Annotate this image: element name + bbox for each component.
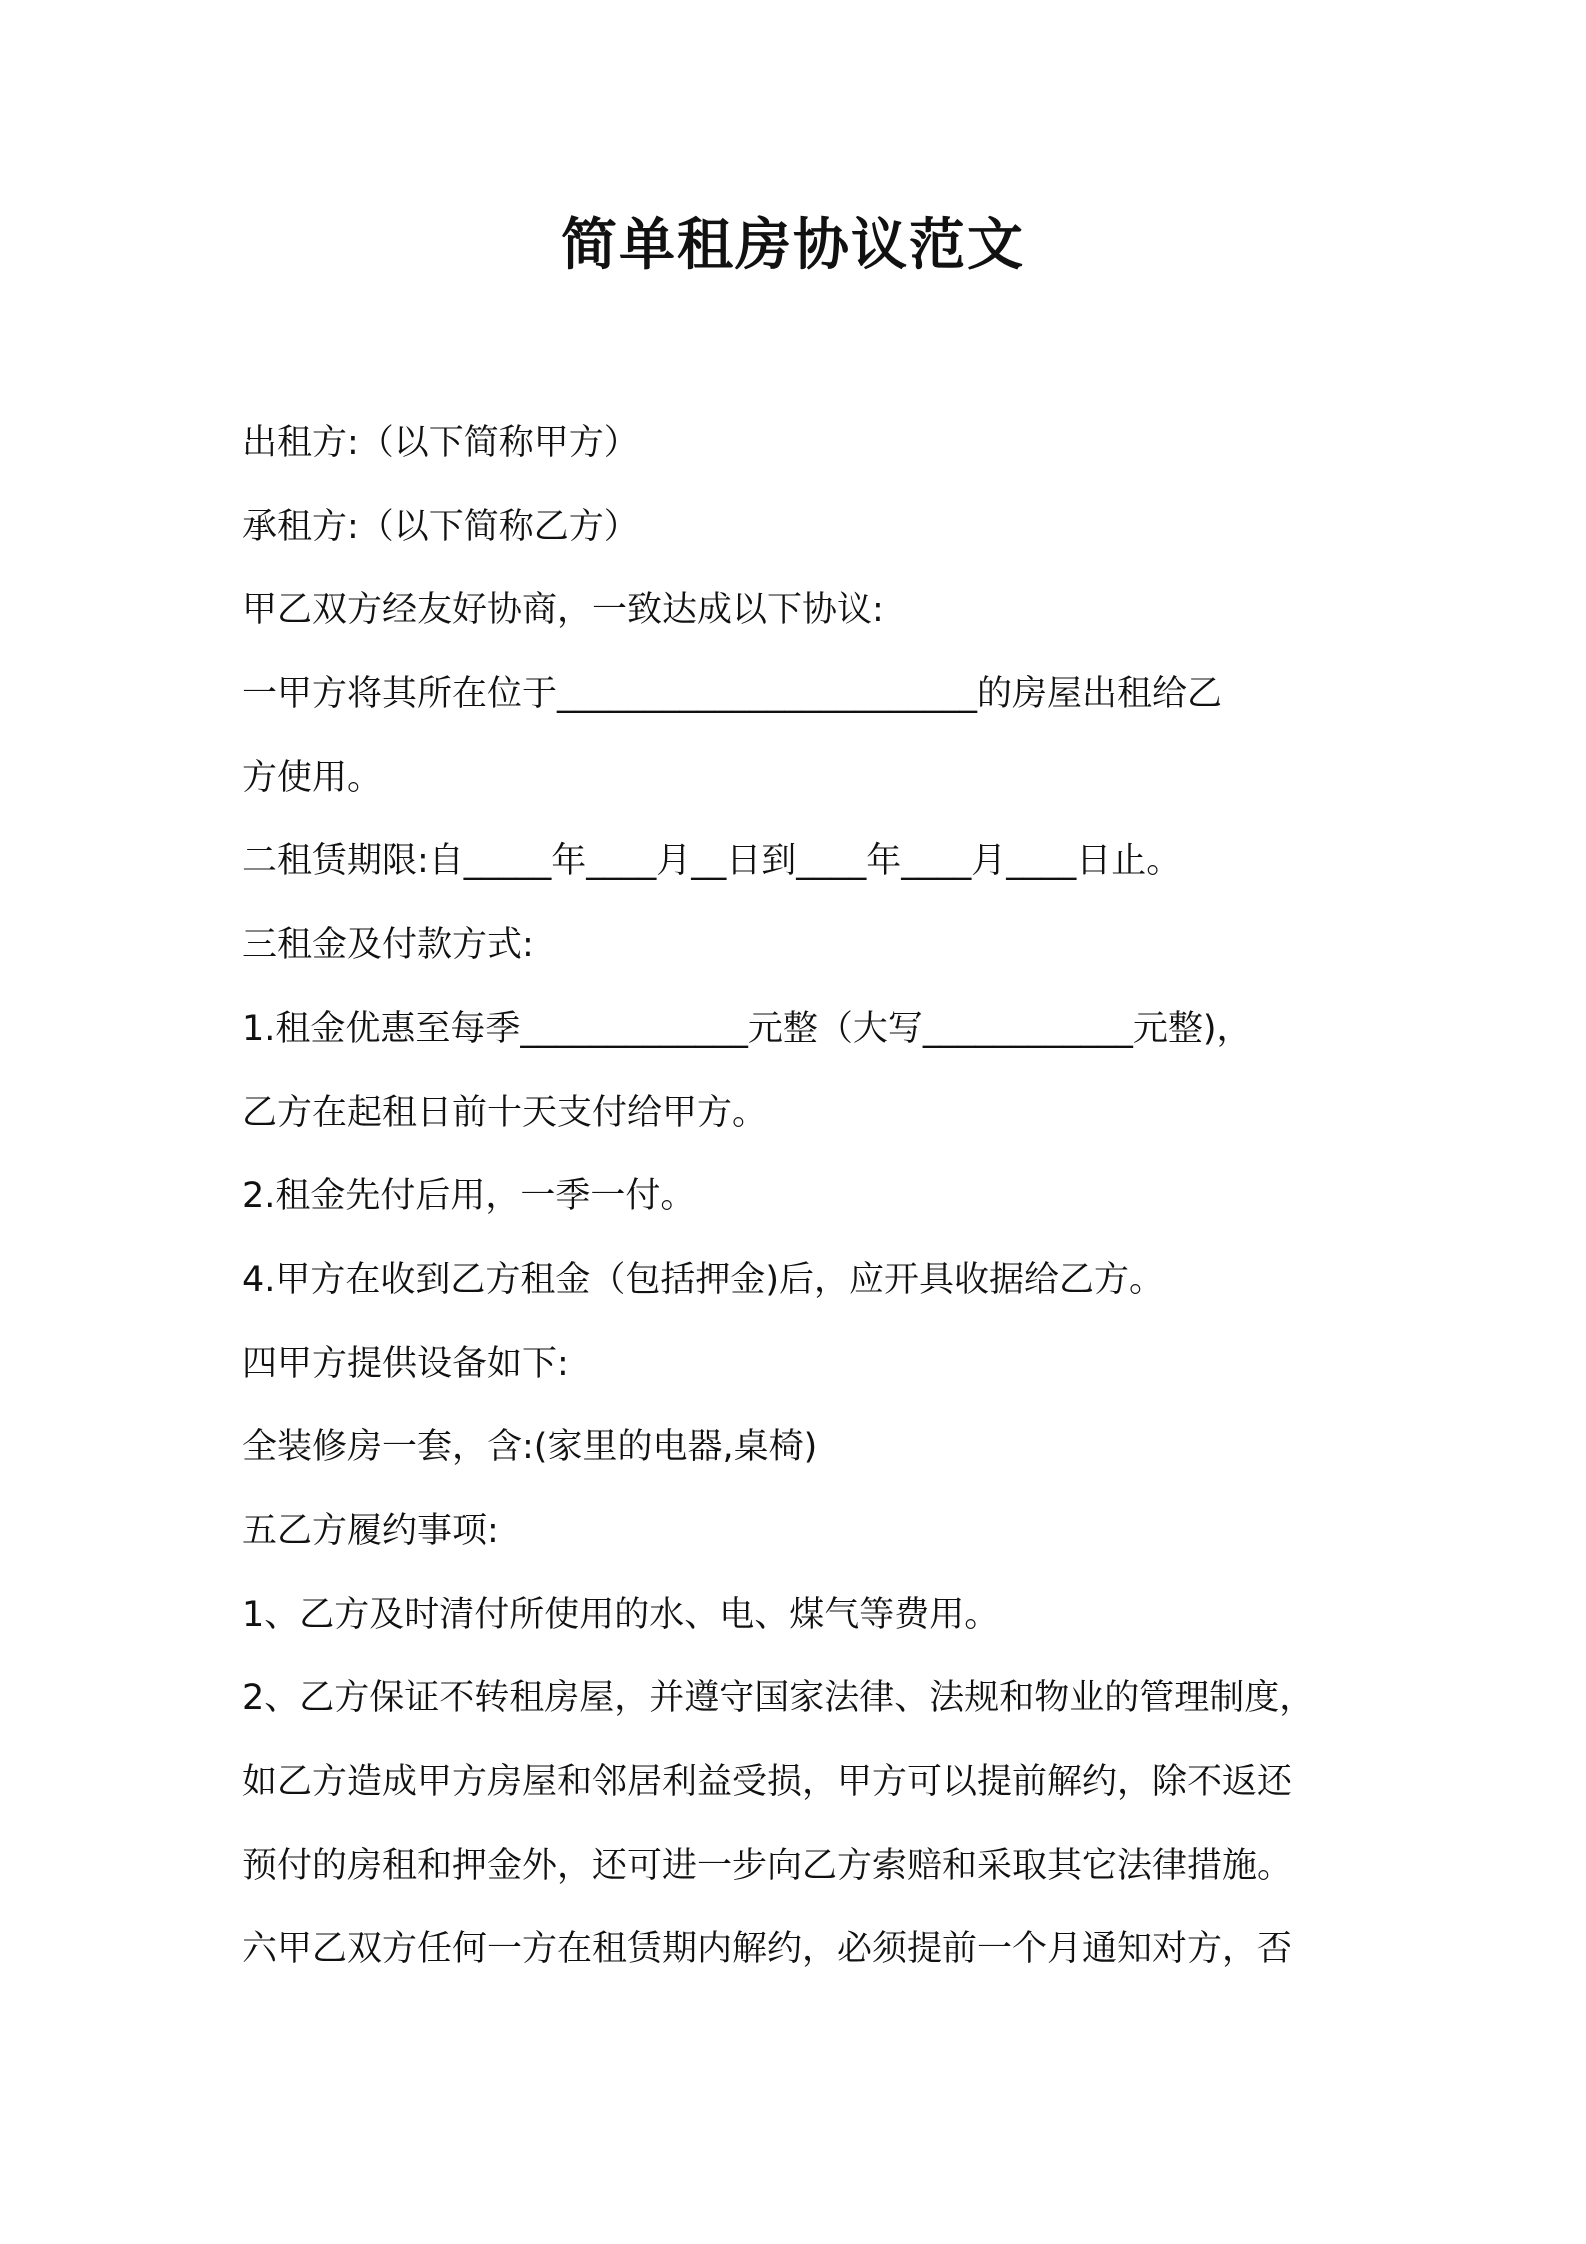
- line-lessor: 出租方:（以下简称甲方）: [242, 423, 639, 463]
- line-lessee: 承租方:（以下简称乙方）: [242, 506, 639, 547]
- line-clause-1-cont: 方使用。: [242, 757, 383, 798]
- line-rent-item-4: 4.甲方在收到乙方租金（包括押金)后，应开具收据给乙方。: [242, 1259, 1165, 1300]
- document-body: [242, 402, 1382, 1992]
- line-obligation-2: 2、乙方保证不转租房屋，并遵守国家法律、法规和物业的管理制度，: [242, 1678, 1315, 1719]
- line-clause-2-term: 二租赁期限:自_____年____月__日到____年____月____日止。: [242, 841, 1182, 882]
- line-obligation-2-cont-a: 如乙方造成甲方房屋和邻居利益受损，甲方可以提前解约，除不返还: [242, 1762, 1293, 1802]
- line-rent-item-2: 2.租金先付后用，一季一付。: [242, 1176, 696, 1217]
- line-rent-item-1-cont: 乙方在起租日前十天支付给甲方。: [242, 1092, 768, 1133]
- line-clause-3-rent: 三租金及付款方式:: [242, 925, 534, 966]
- line-clause-4-equipment: 四甲方提供设备如下:: [242, 1343, 569, 1384]
- line-obligation-1: 1、乙方及时清付所使用的水、电、煤气等费用。: [242, 1594, 1000, 1635]
- line-clause-5-obligations: 五乙方履约事项:: [242, 1510, 499, 1551]
- line-equipment-list: 全装修房一套，含:(家里的电器,桌椅): [242, 1427, 818, 1468]
- line-rent-item-1: 1.租金优惠至每季_____________元整（大写____________元整)，: [242, 1008, 1252, 1049]
- line-clause-1: 一甲方将其所在位于________________________的房屋出租给乙: [242, 674, 1223, 715]
- line-agreement-intro: 甲乙双方经友好协商，一致达成以下协议:: [242, 590, 884, 631]
- document-title: 简单租房协议范文: [561, 213, 1025, 278]
- line-obligation-2-cont-b: 预付的房租和押金外，还可进一步向乙方索赔和采取其它法律措施。: [242, 1845, 1293, 1886]
- line-clause-6-termination: 六甲乙双方任何一方在租赁期内解约，必须提前一个月通知对方，否: [242, 1929, 1293, 1970]
